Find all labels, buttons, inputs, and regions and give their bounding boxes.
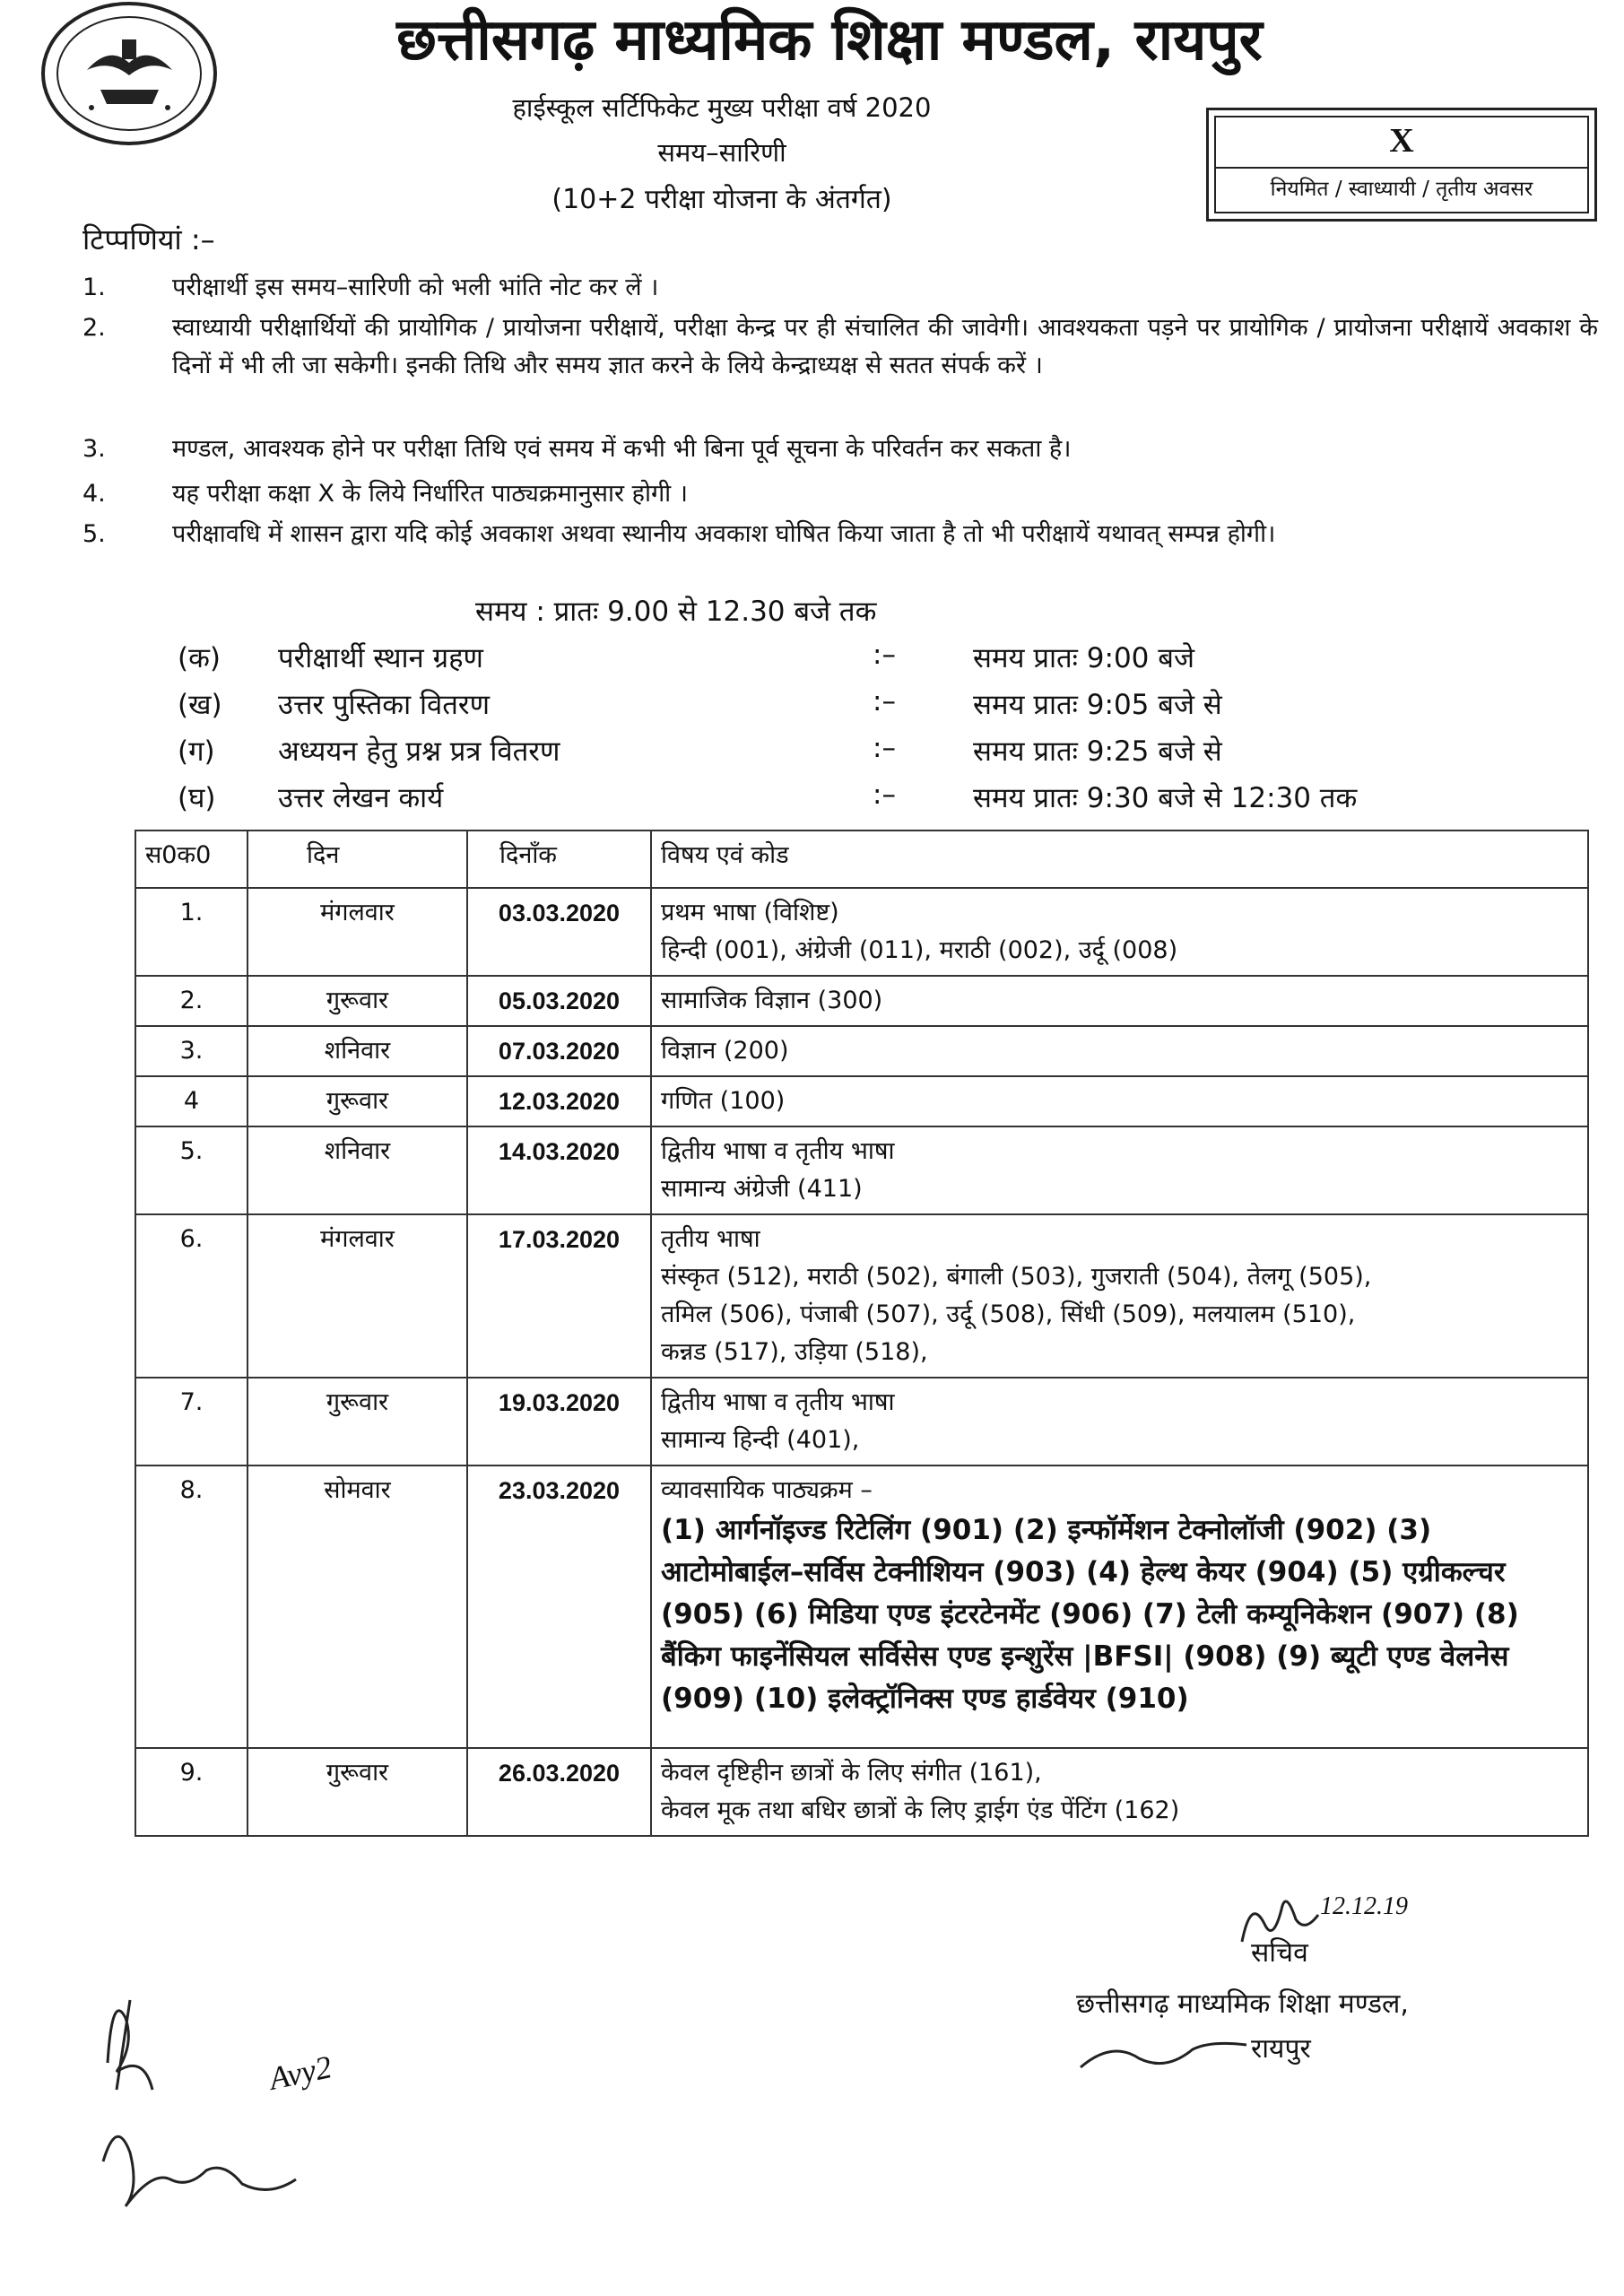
schedule-label: (ग) <box>178 735 215 768</box>
cell-date: 17.03.2020 <box>467 1214 651 1378</box>
schedule-row <box>178 778 1523 825</box>
cell-day: मंगलवार <box>248 888 467 976</box>
cell-subject <box>651 976 1588 1026</box>
cell-serial: 9. <box>135 1748 248 1836</box>
notes-heading: टिप्पणियां :– <box>83 222 215 257</box>
subject-line: द्वितीय भाषा व तृतीय भाषा <box>661 1388 895 1416</box>
note-number: 5. <box>83 520 106 548</box>
cell-day: गुरूवार <box>248 1076 467 1126</box>
subject-line: केवल मूक तथा बधिर छात्रों के लिए ड्राईग एंड पेंटिंग (162) <box>661 1796 1180 1824</box>
schedule-time: समय प्रातः 9:30 बजे से 12:30 तक <box>973 782 1358 814</box>
cell-subject <box>651 1026 1588 1076</box>
cell-date: 19.03.2020 <box>467 1378 651 1465</box>
cell-date: 05.03.2020 <box>467 976 651 1026</box>
cell-day: सोमवार <box>248 1465 467 1748</box>
note-number: 1. <box>83 274 106 301</box>
schedule-label: (क) <box>178 642 221 674</box>
exam-mode-label: नियमित / स्वाध्यायी / तृतीय अवसर <box>1270 178 1533 201</box>
cell-serial: 1. <box>135 888 248 976</box>
exam-timetable <box>135 830 1589 1837</box>
cell-date: 14.03.2020 <box>467 1126 651 1214</box>
table-header-row <box>135 831 1588 888</box>
cell-serial: 5. <box>135 1126 248 1214</box>
schedule-desc: उत्तर पुस्तिका वितरण <box>278 689 491 721</box>
cell-subject <box>651 1214 1588 1378</box>
note-text: परीक्षार्थी इस समय–सारिणी को भली भांति नोट कर लें । <box>172 274 659 301</box>
subject-line: विज्ञान (200) <box>661 1037 789 1065</box>
cell-subject <box>651 888 1588 976</box>
cell-day: शनिवार <box>248 1126 467 1214</box>
class-box <box>1206 108 1597 222</box>
note-number: 2. <box>83 314 106 342</box>
subject-line: कन्नड (517), उड़िया (518), <box>661 1338 928 1366</box>
schedule-sep: :– <box>873 732 896 764</box>
note-item <box>83 269 1598 307</box>
schedule-row <box>178 685 1523 732</box>
note-number: 3. <box>83 435 106 463</box>
cell-subject <box>651 1076 1588 1126</box>
subject-line: सामान्य अंग्रेजी (411) <box>661 1175 863 1203</box>
cell-day: शनिवार <box>248 1026 467 1076</box>
cell-subject <box>651 1126 1588 1214</box>
cell-day: मंगलवार <box>248 1214 467 1378</box>
note-item <box>83 475 1598 513</box>
note-item <box>83 430 1598 468</box>
schedule-sep: :– <box>873 685 896 718</box>
left-initials: Avy2 <box>265 2048 335 2097</box>
cell-day: गुरूवार <box>248 976 467 1026</box>
schedule-desc: उत्तर लेखन कार्य <box>278 782 444 814</box>
cell-date: 12.03.2020 <box>467 1076 651 1126</box>
class-box-divider <box>1216 167 1587 169</box>
board-title: छत्तीसगढ़ माध्यमिक शिक्षा मण्डल, रायपुर <box>396 7 1263 74</box>
cell-date: 03.03.2020 <box>467 888 651 976</box>
schedule-time: समय प्रातः 9:25 बजे से <box>973 735 1222 768</box>
timetable-title: समय–सारिणी <box>657 137 786 168</box>
cell-date: 26.03.2020 <box>467 1748 651 1836</box>
table-row <box>135 976 1588 1026</box>
header-date: दिनाँक <box>467 831 651 888</box>
schedule-sep: :– <box>873 639 896 671</box>
table-row <box>135 888 1588 976</box>
subject-line: संस्कृत (512), मराठी (502), बंगाली (503), गुजराती (504), तेलगू (505), <box>661 1263 1372 1291</box>
class-label: X <box>1389 122 1414 160</box>
signatory-board-name: छत्तीसगढ़ माध्यमिक शिक्षा मण्डल, <box>1076 1988 1409 2020</box>
note-number: 4. <box>83 480 106 508</box>
cell-day: गुरूवार <box>248 1378 467 1465</box>
signature-squiggle <box>1076 2022 1255 2076</box>
cell-day: गुरूवार <box>248 1748 467 1836</box>
schedule-row <box>178 732 1523 778</box>
schedule-label: (घ) <box>178 782 216 814</box>
subject-line: सामाजिक विज्ञान (300) <box>661 987 883 1014</box>
schedule-row <box>178 639 1523 685</box>
secretary-title: सचिव <box>1251 1937 1308 1969</box>
cell-subject <box>651 1748 1588 1836</box>
table-row <box>135 1076 1588 1126</box>
cell-date: 23.03.2020 <box>467 1465 651 1748</box>
cell-serial: 2. <box>135 976 248 1026</box>
note-text: परीक्षावधि में शासन द्वारा यदि कोई अवकाश अथवा स्थानीय अवकाश घोषित किया जाता है तो भी परीक्षायें यथावत् सम्पन्न होगी। <box>172 520 1276 548</box>
note-text: यह परीक्षा कक्षा X के लिये निर्धारित पाठ्यक्रमानुसार होगी । <box>172 480 688 508</box>
schedule-sep: :– <box>873 778 896 811</box>
note-item <box>83 309 1598 385</box>
cell-serial: 8. <box>135 1465 248 1748</box>
subject-line: व्यावसायिक पाठ्यक्रम – <box>661 1476 873 1504</box>
note-item <box>83 516 1598 553</box>
subject-line: केवल दृष्टिहीन छात्रों के लिए संगीत (161), <box>661 1759 1042 1787</box>
schedule-desc: परीक्षार्थी स्थान ग्रहण <box>278 642 483 674</box>
table-row <box>135 1126 1588 1214</box>
subject-line: सामान्य हिन्दी (401), <box>661 1426 860 1454</box>
board-logo <box>38 0 221 148</box>
signatory-city: रायपुर <box>1251 2033 1311 2065</box>
cell-subject <box>651 1378 1588 1465</box>
cell-subject <box>651 1465 1588 1748</box>
left-signatures <box>90 1955 395 2224</box>
schedule-time: समय प्रातः 9:00 बजे <box>973 642 1194 674</box>
schedule-label: (ख) <box>178 689 222 721</box>
exam-name: हाईस्कूल सर्टिफिकेट मुख्य परीक्षा वर्ष 2020 <box>512 92 932 123</box>
table-row <box>135 1378 1588 1465</box>
header-subject: विषय एवं कोड <box>651 831 1588 888</box>
vocational-courses-text: (1) आर्गनॉइज्ड रिटेलिंग (901) (2) इन्फॉर्मेशन टेक्नोलॉजी (902) (3) आटोमोबाईल–सर्विस टेक्नीशियन (903) (4) हेल्थ केयर (904) (5) एग्रीकल्चर (905) (6) मिडिया एण्ड इंटरटेनमेंट (906) (7) टेली कम्यूनिकेशन (907) (8) बैंकिग फाइनेंसियल सर्विसेस एण्ड इन्शुरेंस |BFSI| (908) (9) ब्यूटी एण्ड वेलनेस (909) (10) इलेक्ट्रॉनिक्स एण्ड हार्डवेयर (910) <box>661 1514 1519 1715</box>
schedule-time: समय प्रातः 9:05 बजे से <box>973 689 1222 721</box>
table-row <box>135 1026 1588 1076</box>
note-text: स्वाध्यायी परीक्षार्थियों की प्रायोगिक / प्रायोजना परीक्षायें, परीक्षा केन्द्र पर ही संचालित की जावेगी। आवश्यकता पड़ने पर प्रायोगिक / प्रायोजना परीक्षायें अवकाश के दिनों में भी ली जा सकेगी। इनकी तिथि और समय ज्ञात करने के लिये केन्द्राध्यक्ष से सतत संपर्क करें । <box>172 314 1598 379</box>
subject-line: तमिल (506), पंजाबी (507), उर्दू (508), सिंधी (509), मलयालम (510), <box>661 1300 1356 1328</box>
timing-heading: समय : प्रातः 9.00 से 12.30 बजे तक <box>475 596 877 628</box>
schedule-desc: अध्ययन हेतु प्रश्न प्रत्र वितरण <box>278 735 560 768</box>
cell-date: 07.03.2020 <box>467 1026 651 1076</box>
header-serial: स0क0 <box>135 831 248 888</box>
table-row <box>135 1214 1588 1378</box>
header-day: दिन <box>248 831 467 888</box>
subject-line: तृतीय भाषा <box>661 1225 760 1253</box>
subject-line: प्रथम भाषा (विशिष्ट) <box>661 899 839 926</box>
cell-serial: 6. <box>135 1214 248 1378</box>
note-text: मण्डल, आवश्यक होने पर परीक्षा तिथि एवं समय में कभी भी बिना पूर्व सूचना के परिवर्तन कर सकता है। <box>172 435 1072 463</box>
vocational-course-list <box>661 1509 1578 1720</box>
signature-date: 12.12.19 <box>1320 1892 1408 1920</box>
exam-scheme: (10+2 परीक्षा योजना के अंतर्गत) <box>551 184 892 215</box>
table-row <box>135 1748 1588 1836</box>
subject-line: द्वितीय भाषा व तृतीय भाषा <box>661 1137 895 1165</box>
subject-line: हिन्दी (001), अंग्रेजी (011), मराठी (002), उर्दू (008) <box>661 936 1178 964</box>
cell-serial: 7. <box>135 1378 248 1465</box>
cell-serial: 4 <box>135 1076 248 1126</box>
subject-line: गणित (100) <box>661 1087 786 1115</box>
cell-serial: 3. <box>135 1026 248 1076</box>
table-row <box>135 1465 1588 1748</box>
